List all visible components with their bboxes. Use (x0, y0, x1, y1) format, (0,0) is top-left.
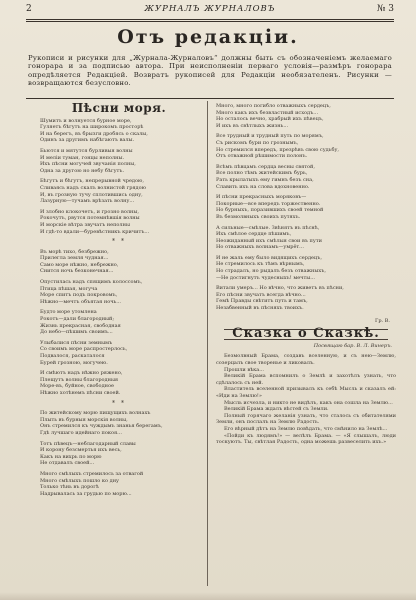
story-paragraph: Мысль исчезла, и никто не видѣлъ, какъ она сошла на Землю... (224, 399, 393, 406)
poem-line: Шумитъ и волнуется бурное море, (40, 117, 132, 124)
journal-title: ЖУРНАЛЪ ЖУРНАЛОВЪ (144, 4, 276, 14)
verse-line: Отъ отважной рѣшимости полонъ. (216, 153, 308, 160)
stanza-ornament: * * (112, 238, 126, 246)
poem-line: И меліи туман, гонцы неполны. (40, 154, 125, 161)
verse-line: Въ безмолвныхъ своихъ путяхъ. (216, 213, 301, 220)
poem-stanza (40, 148, 198, 174)
left-column (40, 103, 198, 600)
verse-line: Гемѣ Правды свѣтитъ путь и тамъ, (216, 298, 308, 305)
verse-line: И пѣсни прекрасныхъ моряковъ— (216, 194, 307, 201)
poem-line: Со своимъ море распростерлось, (40, 346, 128, 353)
poem-line: И смѣютъ надъ нѣжно ряжено, (40, 370, 123, 377)
poem-line: Рокотъ—дали благородный; (40, 316, 115, 323)
section-rule (26, 98, 394, 99)
story-title: Сказка о Сказкѣ. (224, 329, 388, 340)
poem-line: И, въ грозную тучу сплотившись одну, (40, 191, 143, 198)
poem-line: Бурей грозною, могучею. (40, 359, 108, 366)
poem-line: Нѣжно—мечтъ объятая ночь... (40, 298, 121, 305)
poem-stanza (40, 340, 198, 366)
poem-line: Птица пѣшая, могуча (40, 285, 98, 292)
poem-line: Опустилась надъ спящимъ колоссомъ, (40, 279, 143, 286)
verse-line: И ихъ въ свѣтлыхъ жизнь... (216, 122, 289, 129)
poem-stanza (40, 118, 198, 144)
verse-line: —Не достигнутъ чудесныхъ! мечты... (216, 274, 315, 281)
verse-line: Не стремилось къ тѣмъ вѣрнымъ, (216, 261, 305, 268)
poem-line: И гдѣ-то вдали—буревѣстникъ кричитъ... (40, 228, 150, 235)
poem-line: Надрывалась за грудью по морю... (40, 490, 132, 497)
story-paragraph: Великій Брама вспомнилъ о Землѣ и захотѣлъ узнать, что сдѣлалось съ ней. (216, 373, 396, 386)
verse-line: Неожиданный ихъ смѣлыя свои въ пути (216, 237, 322, 244)
poem-stanza (40, 410, 198, 436)
poem-line: И морскіе вѣтра звучатъ неполны (40, 221, 130, 228)
verse-line: Незабвенный въ пѣсняхъ твоихъ. (216, 305, 304, 312)
verse-line: Покорные—все впередъ торжественно. (216, 200, 321, 207)
poem-line: Только тѣнь въ дорогѣ (40, 484, 99, 491)
verse-line: И не жаль ему было видящихъ сердецъ, (216, 254, 322, 261)
editorial-text: Рукописи и рисунки для „Журнала-Журналовъ“ должны быть съ обозначеніемъ желаемаго гонорара и за подписью автора. При неисполненіи перваго условія—размѣръ гонорара опредѣляется Редакціей. Возвратъ рукописей для Редакціи необязателенъ. Рисунки — возвращаются безусловно. (28, 54, 392, 87)
poem-line: Улыбалися пѣсни земнымъ (40, 339, 113, 346)
poem-line: Жизнь прекрасная, свободная (40, 322, 121, 329)
poem-line: Не отдавалъ своей... (40, 460, 95, 467)
verse-line: Но бурныхъ, поразившихъ своей темной (216, 207, 324, 214)
poem-line: Лазурную—тучамъ врѣзать волну... (40, 198, 135, 205)
header-rule (26, 19, 394, 20)
poem-line: Сливаясь надъ скалъ волнистой грядою (40, 184, 146, 191)
verse-continuation (216, 103, 396, 316)
story-paragraph: Властитель вселенной призывалъ къ себѣ Мысль и сказалъ ей: «Иди на Землю!» (216, 386, 396, 399)
poem-stanza (40, 309, 198, 335)
poem-line: Тотъ пѣвецъ—неблагодарный славы (40, 440, 136, 447)
poem-stanza (40, 441, 198, 467)
story-paragraph: Полный горячаго желанія узнать, что сталось съ обитателями Земли, онъ послалъ на Землю Радость. (216, 412, 396, 426)
verse-line: Но страдалъ, но рыдалъ безъ отважныхъ, (216, 268, 326, 275)
verse-line: Много, много погибло отважныхъ сердецъ, (216, 103, 331, 109)
verse-line: А сильные—смѣлые. Звѣнятъ въ пѣснѣ, (216, 224, 320, 231)
story-paragraph: Безмолвный Брама, создавъ вселенную, и съ нею—Землю, созерцалъ свое творенье и ликовалъ. (216, 353, 396, 366)
poem-line: Рокочутъ, рвутся потемнѣвшія волны (40, 215, 140, 222)
verse-line: Славить ихъ на слова вдохновенно. (216, 183, 310, 190)
story-paragraph: Великій Брама ждалъ вѣстей съ Земли. (224, 406, 329, 413)
poem-line: И корону безсмертья ихъ весь, (40, 447, 122, 454)
poem-stanza (40, 471, 198, 497)
page-edge-shadow (0, 592, 416, 600)
poem-title: Пѣсни моря. (71, 101, 167, 115)
poem-line: Въ морѣ тихо, безбрежно, (40, 248, 109, 255)
page-number: 2 (26, 4, 32, 14)
poem-line: Много смѣлыхъ стремилось за отвагой (40, 470, 144, 477)
right-column (216, 103, 396, 600)
poem-line: По житейскому морю пищущихъ волнахъ (40, 410, 151, 417)
header-rule-thin (26, 21, 394, 22)
poem-line: Подвалося, раскаталося (40, 353, 105, 359)
story-title-block (216, 326, 396, 342)
poem-line: Ихъ пѣсни могучей звучанія полны, (40, 161, 136, 168)
poem-line: Море-въ, буйное, свободное (40, 383, 114, 390)
verse-line: Ихъ смѣлое сердце пѣшимъ, (216, 231, 292, 238)
poem-line: Гуляетъ бѣгутъ на широкомъ просторѣ (40, 124, 144, 131)
poem-line: Будто море утомлена (40, 309, 97, 316)
poem-line: Много смѣлыхъ пошло ко дну (40, 477, 119, 484)
poem-line: Онъ стремился къ чуждымъ знанья берегамъ, (40, 423, 163, 430)
verse-line: Много какъ ихъ безвластный исходъ... (216, 109, 319, 116)
poem-stanza (40, 249, 198, 275)
poem-stanza (40, 209, 198, 235)
poem-line: Плыть въ бурныя морскія волны, (40, 416, 128, 423)
poem-line: Плещутъ волны благородныя (40, 376, 119, 383)
poem-line: Бѣгутъ и бѣгутъ, непрерывной чредою, (40, 178, 144, 185)
poem-line: Какъ на вихрь по морю (40, 453, 102, 460)
verse-line: Всѣмъ пѣвцамъ сердца весны святой, (216, 163, 315, 170)
poem-line: До небо—пѣшимъ своимъ... (40, 329, 113, 336)
verse-line: Его пѣсни звучатъ всегда вѣчно... (216, 291, 306, 298)
verse-line: Но осталось вечно, храбрый ихъ пѣвецъ, (216, 116, 324, 123)
poem-line: Бьются и мятутся бурливыя волны (40, 147, 133, 154)
verse-line: Но стремился впередъ, презрѣвъ свою судьбу, (216, 146, 340, 153)
poem-line: И злобно клокочетъ, и грозно волны, (40, 208, 139, 215)
issue-number: № 3 (376, 4, 394, 14)
story-paragraph: Его вѣрный дѣтъ на Землю повѣдать, что смѣнило на Землѣ... (224, 425, 388, 432)
poem-stanza (40, 178, 198, 204)
poem-line: Одинъ за другимъ набѣгаютъ валы. (40, 137, 135, 144)
story-text (216, 353, 396, 445)
story-paragraph: «Пойди къ людямъ!» — велѣлъ Брама. — «Я слышалъ, люди тоскуютъ. Ты, свѣтлая Радость, одна можешь развеселить ихъ.» (216, 432, 396, 446)
story-dedication: Посвящаю бар. В. Л. Винеръ. (313, 342, 392, 349)
column-separator (207, 101, 208, 586)
poem-line: Гдѣ лучшаго идейнаго покоя... (40, 429, 122, 436)
verse-line: Все трудный и трудный путь по морямъ, (216, 133, 324, 140)
stanza-ornament: * * (112, 399, 126, 407)
editorial-title: Отъ редакціи. (117, 26, 299, 48)
poem-line: Море спитъ подъ покровомъ, (40, 292, 118, 299)
poem-line: Само море нѣжно, небрежно, (40, 261, 119, 268)
verse-line: Но отважныхъ волнамъ—умрёт... (216, 244, 304, 251)
poem-stanza (40, 370, 198, 396)
poem-stanza (40, 279, 198, 305)
verse-line: Рать крылатыхъ ему гимнъ безъ сна, (216, 176, 314, 183)
story-paragraph: Прошли вѣка... (224, 366, 265, 373)
poem-line: Снится ночь безконечная... (40, 268, 114, 275)
verse-line: Витали умеръ... Но вѣчно, что живетъ въ пѣсни, (216, 285, 344, 292)
poem-line: И на берегъ, въ брызги дробясь о скалы, (40, 130, 148, 137)
poem-line: Нѣжно хотѣнемъ пѣсни своей. (40, 389, 121, 396)
verse-line: Все полно тѣмъ житейскимъ бурь, (216, 170, 308, 177)
running-head (26, 4, 394, 18)
poem-signature: Гр. В. (375, 317, 390, 324)
verse-line: Съ рискомъ бури по грознымъ, (216, 139, 299, 146)
poem-line: Одна за другою но небу бѣгутъ. (40, 167, 125, 174)
poem-line: Прилегла земля чудная... (40, 255, 109, 262)
